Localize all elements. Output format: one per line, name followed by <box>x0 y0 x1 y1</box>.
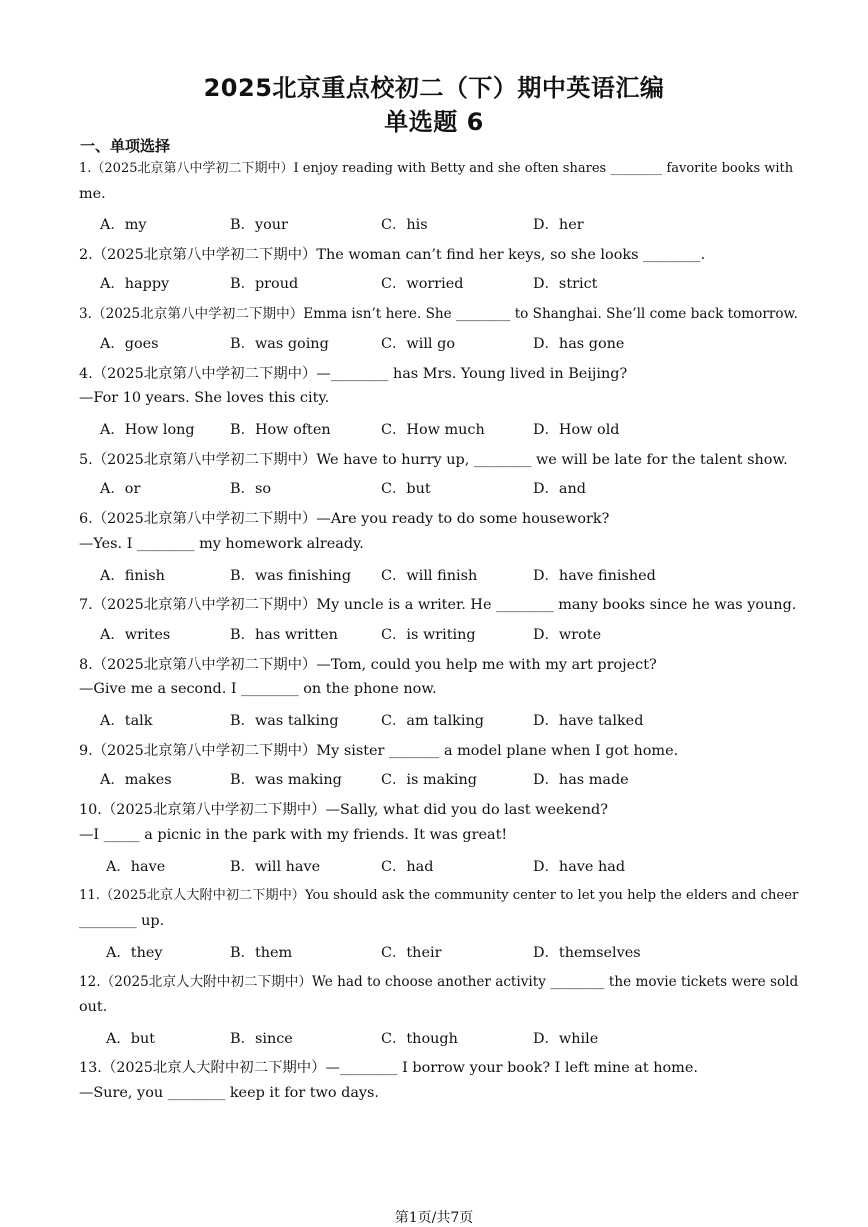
option-b: B．proud <box>230 276 299 292</box>
option-d: D．has gone <box>533 336 625 352</box>
document-title: 2025北京重点校初二（下）期中英语汇编 <box>203 74 665 102</box>
option-c: C．is writing <box>381 627 476 643</box>
question-8-line-2: —Give me a second. I ________ on the phone now. <box>79 681 437 697</box>
option-b: B．since <box>230 1031 293 1047</box>
question-9-line-1: 9.（2025北京第八中学初二下期中）My sister _______ a model plane when I got home. <box>79 743 679 759</box>
option-b: B．was finishing <box>230 568 352 584</box>
question-13-line-1: 13.（2025北京人大附中初二下期中）—________ I borrow your book? I left mine at home. <box>79 1060 698 1076</box>
option-c: C．will go <box>381 336 455 352</box>
question-10-line-2: —I _____ a picnic in the park with my friends. It was great! <box>79 827 508 843</box>
option-a: A．have <box>106 859 166 875</box>
option-d: D．wrote <box>533 627 602 643</box>
option-a: A．or <box>100 481 141 497</box>
question-5-line-1: 5.（2025北京第八中学初二下期中）We have to hurry up, ________ we will be late for the talent show. <box>79 452 788 468</box>
question-12-line-1: 12.（2025北京人大附中初二下期中）We had to choose another activity ________ the movie tickets were sold <box>79 974 799 990</box>
option-d: D．have finished <box>533 568 656 584</box>
option-c: C．but <box>381 481 431 497</box>
option-a: A．they <box>106 945 163 961</box>
option-c: C．will finish <box>381 568 478 584</box>
option-d: D．have had <box>533 859 626 875</box>
option-a: A．goes <box>100 336 159 352</box>
option-a: A．happy <box>100 276 170 292</box>
question-2-line-1: 2.（2025北京第八中学初二下期中）The woman can’t find her keys, so she looks ________. <box>79 247 706 263</box>
question-1-line-2: me. <box>79 186 106 202</box>
question-11-line-2: ________ up. <box>79 913 165 929</box>
option-c: C．How much <box>381 422 485 438</box>
question-8-line-1: 8.（2025北京第八中学初二下期中）—Tom, could you help me with my art project? <box>79 657 657 673</box>
option-b: B．was talking <box>230 713 339 729</box>
option-a: A．finish <box>100 568 165 584</box>
option-d: D．themselves <box>533 945 641 961</box>
option-b: B．will have <box>230 859 321 875</box>
option-d: D．How old <box>533 422 620 438</box>
question-12-line-2: out. <box>79 999 108 1015</box>
question-6-line-1: 6.（2025北京第八中学初二下期中）—Are you ready to do some housework? <box>79 511 610 527</box>
option-a: A．talk <box>100 713 153 729</box>
option-b: B．them <box>230 945 293 961</box>
option-b: B．was making <box>230 772 342 788</box>
question-10-line-1: 10.（2025北京第八中学初二下期中）—Sally, what did you do last weekend? <box>79 802 608 818</box>
question-1-line-1: 1.（2025北京第八中学初二下期中）I enjoy reading with Betty and she often shares ________ favorite books with <box>79 161 794 176</box>
question-7-line-1: 7.（2025北京第八中学初二下期中）My uncle is a writer. He ________ many books since he was young. <box>79 597 797 613</box>
option-d: D．has made <box>533 772 629 788</box>
option-d: D．strict <box>533 276 598 292</box>
option-b: B．has written <box>230 627 338 643</box>
option-c: C．his <box>381 217 428 233</box>
question-3-line-1: 3.（2025北京第八中学初二下期中）Emma isn’t here. She ________ to Shanghai. She’ll come back tomorrow. <box>79 306 798 322</box>
question-13-line-2: —Sure, you ________ keep it for two days. <box>79 1085 379 1101</box>
option-c: C．though <box>381 1031 458 1047</box>
section-heading: 一、单项选择 <box>80 137 171 155</box>
question-6-line-2: —Yes. I ________ my homework already. <box>79 536 364 552</box>
option-d: D．and <box>533 481 586 497</box>
option-b: B．so <box>230 481 272 497</box>
option-a: A．writes <box>100 627 171 643</box>
document-subtitle: 单选题 6 <box>384 108 484 136</box>
page-footer: 第1页/共7页 <box>394 1210 474 1226</box>
option-c: C．worried <box>381 276 464 292</box>
option-a: A．my <box>100 217 147 233</box>
option-c: C．their <box>381 945 442 961</box>
option-b: B．How often <box>230 422 331 438</box>
option-a: A．makes <box>100 772 172 788</box>
option-c: C．had <box>381 859 434 875</box>
question-4-line-2: —For 10 years. She loves this city. <box>79 390 330 406</box>
option-b: B．your <box>230 217 288 233</box>
option-d: D．while <box>533 1031 599 1047</box>
option-b: B．was going <box>230 336 329 352</box>
option-d: D．her <box>533 217 584 233</box>
question-11-line-1: 11.（2025北京人大附中初二下期中）You should ask the community center to let you help the elders and cheer <box>79 888 799 903</box>
option-c: C．am talking <box>381 713 484 729</box>
option-d: D．have talked <box>533 713 644 729</box>
option-a: A．How long <box>100 422 195 438</box>
question-4-line-1: 4.（2025北京第八中学初二下期中）—________ has Mrs. Young lived in Beijing? <box>79 366 628 382</box>
option-c: C．is making <box>381 772 477 788</box>
option-a: A．but <box>106 1031 156 1047</box>
